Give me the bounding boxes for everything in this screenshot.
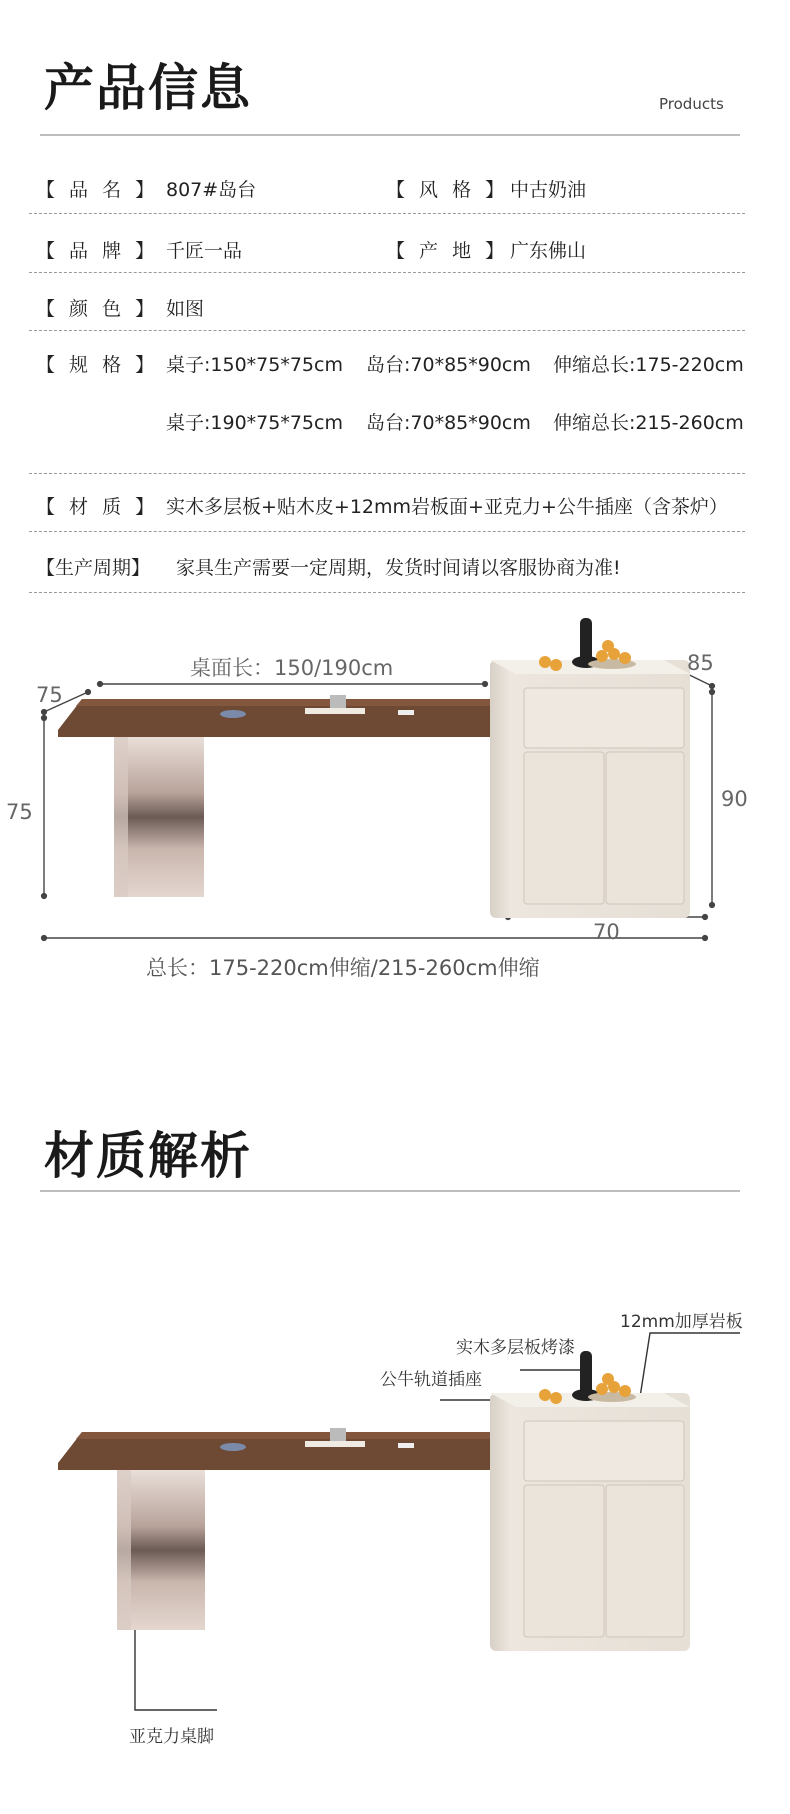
- value-color: 如图: [166, 298, 205, 320]
- label-name: 【 品 名 】: [36, 179, 159, 201]
- teapot-icon: [220, 710, 246, 718]
- dim-height-island: 90: [721, 787, 748, 811]
- dimension-diagram: [0, 600, 790, 1000]
- dim-depth-desk: 75: [36, 683, 63, 707]
- label-origin: 【 产 地 】: [386, 240, 509, 262]
- spec-island-2: 岛台:70*85*90cm: [366, 412, 531, 434]
- total-length-caption: 总长：175-220cm伸缩/215-260cm伸缩: [146, 956, 540, 980]
- value-name: 807#岛台: [166, 179, 257, 201]
- value-style: 中古奶油: [510, 179, 587, 201]
- value-brand: 千匠一品: [166, 240, 243, 262]
- label-color: 【 颜 色 】: [36, 298, 159, 320]
- material-analysis-title: 材质解析: [44, 1127, 252, 1185]
- label-spec: 【 规 格 】: [36, 354, 159, 376]
- product-info-rule: [40, 134, 740, 136]
- row-divider: [29, 592, 745, 593]
- product-info-title: 产品信息: [44, 59, 252, 117]
- callout-socket: 公牛轨道插座: [380, 1370, 482, 1390]
- value-origin: 广东佛山: [510, 240, 587, 262]
- row-divider: [29, 272, 745, 273]
- callout-slab: 12mm加厚岩板: [620, 1312, 743, 1332]
- dim-top-length: 桌面长：150/190cm: [190, 656, 394, 680]
- spec-total-2: 伸缩总长:215-260cm: [553, 412, 744, 434]
- vase-icon: [580, 618, 592, 662]
- dim-depth-island: 85: [687, 651, 714, 675]
- material-diagram: [0, 1290, 790, 1750]
- row-divider: [29, 330, 745, 331]
- callout-leg: 亚克力桌脚: [129, 1727, 214, 1747]
- value-material: 实木多层板+贴木皮+12mm岩板面+亚克力+公牛插座（含茶炉）: [166, 496, 728, 518]
- product-info-subtitle: Products: [659, 95, 724, 113]
- dim-height-desk: 75: [6, 800, 33, 824]
- callout-board: 实木多层板烤漆: [456, 1338, 575, 1358]
- value-cycle: 家具生产需要一定周期，发货时间请以客服协商为准!: [176, 557, 621, 579]
- spec-desk-2: 桌子:190*75*75cm: [166, 412, 343, 434]
- label-material: 【 材 质 】: [36, 496, 159, 518]
- row-divider: [29, 473, 745, 474]
- row-divider: [29, 213, 745, 214]
- dim-width-island: 70: [593, 920, 620, 944]
- material-analysis-rule: [40, 1190, 740, 1192]
- spec-island-1: 岛台:70*85*90cm: [366, 354, 531, 376]
- spec-desk-1: 桌子:150*75*75cm: [166, 354, 343, 376]
- label-brand: 【 品 牌 】: [36, 240, 159, 262]
- label-style: 【 风 格 】: [386, 179, 509, 201]
- row-divider: [29, 531, 745, 532]
- spec-total-1: 伸缩总长:175-220cm: [553, 354, 744, 376]
- label-cycle: 【生产周期】: [36, 557, 151, 579]
